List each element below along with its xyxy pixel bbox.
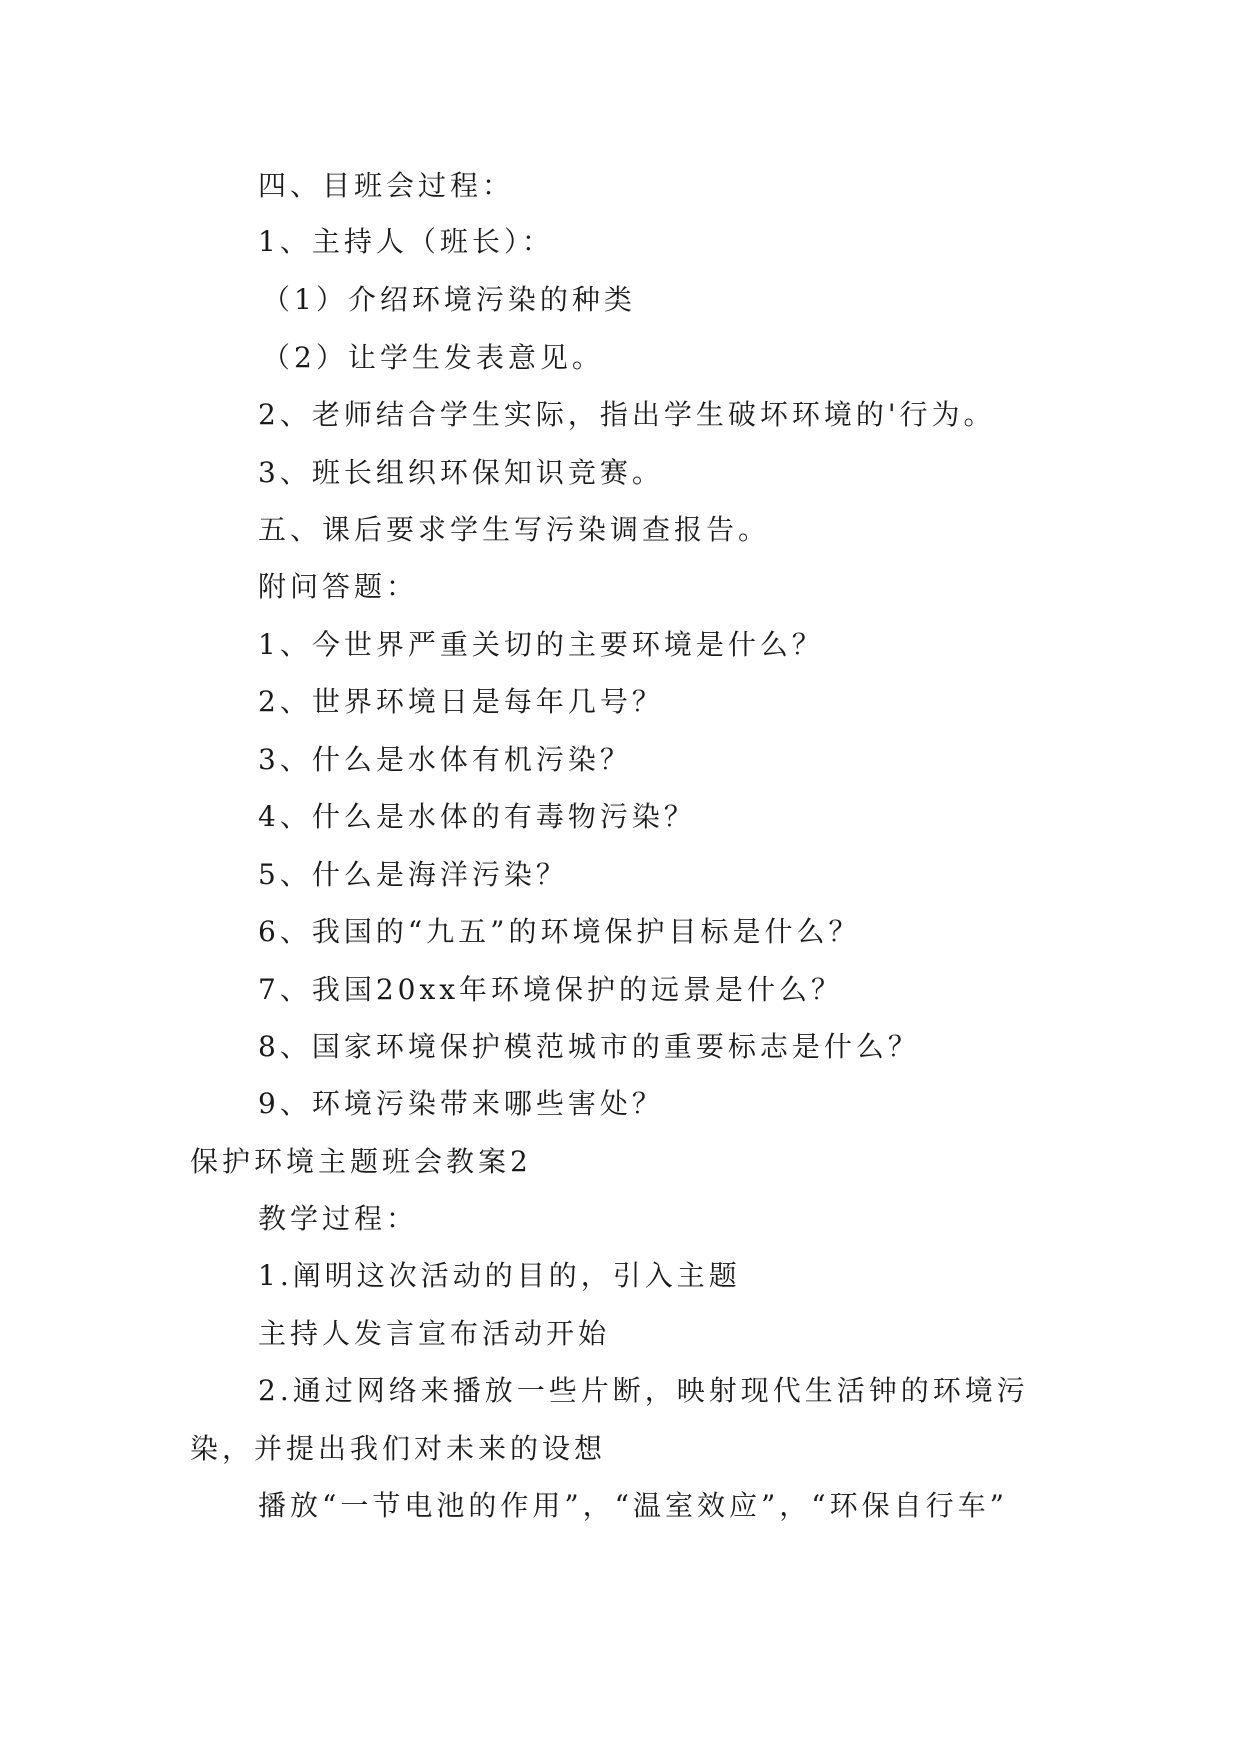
section-heading-5: 五、课后要求学生写污染调查报告。 — [258, 513, 771, 546]
list-item: 1、主持人（班长）： — [258, 225, 554, 258]
question-item: 1、今世界严重关切的主要环境是什么？ — [258, 628, 824, 661]
list-item: （2）让学生发表意见。 — [262, 341, 604, 374]
question-item: 9、环境污染带来哪些害处？ — [258, 1087, 664, 1120]
qa-heading: 附问答题： — [258, 570, 419, 603]
list-item: 3、班长组织环保知识竞赛。 — [258, 456, 664, 489]
lesson-plan-title: 保护环境主题班会教案2 — [190, 1145, 532, 1178]
list-item: 2、老师结合学生实际，指出学生破坏环境的'行为。 — [258, 398, 996, 431]
paragraph: 染，并提出我们对未来的设想 — [190, 1432, 607, 1465]
section-heading-4: 四、目班会过程： — [258, 169, 515, 202]
section-heading: 教学过程： — [258, 1202, 419, 1235]
question-item: 6、我国的“九五”的环境保护目标是什么？ — [258, 915, 861, 948]
question-item: 2、世界环境日是每年几号？ — [258, 685, 664, 718]
paragraph: 播放“一节电池的作用”，“温室效应”，“环保自行车” — [258, 1489, 1008, 1522]
question-item: 7、我国20xx年环境保护的远景是什么？ — [258, 973, 844, 1006]
list-item: （1）介绍环境污染的种类 — [262, 283, 636, 316]
paragraph: 1.阐明这次活动的目的，引入主题 — [258, 1259, 741, 1292]
paragraph: 2.通过网络来播放一些片断，映射现代生活钟的环境污 — [258, 1374, 1029, 1407]
question-item: 4、什么是水体的有毒物污染？ — [258, 800, 696, 833]
question-item: 8、国家环境保护模范城市的重要标志是什么？ — [258, 1030, 920, 1063]
question-item: 5、什么是海洋污染？ — [258, 858, 568, 891]
paragraph: 主持人发言宣布活动开始 — [258, 1317, 611, 1350]
question-item: 3、什么是水体有机污染？ — [258, 743, 632, 776]
